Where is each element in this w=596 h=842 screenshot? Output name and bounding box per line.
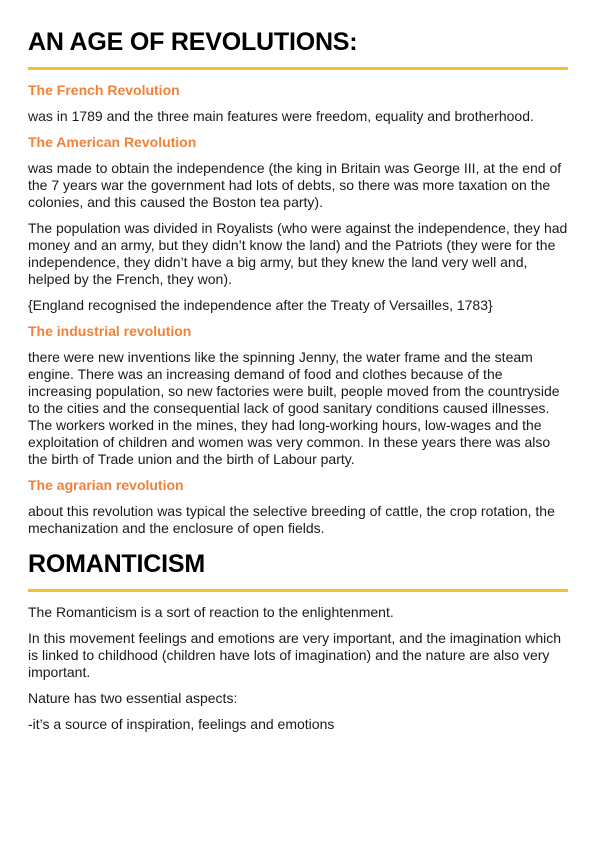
heading-american-revolution: The American Revolution [28, 134, 197, 150]
heading-french-revolution: The French Revolution [28, 82, 180, 98]
paragraph-american-2: The population was divided in Royalists (who were against the independence, they had money and an army, but they didn’t know the land) and the Patriots (they were for the independence, they didn’t have a big army, but they knew the land very well and, helped by the French, they won). [28, 220, 568, 287]
paragraph-american-1: was made to obtain the independence (the king in Britain was George III, at the end of the 7 years war the government had lots of debts, so there was more taxation on the colonies, and this caused the Boston tea party). [28, 160, 562, 210]
paragraph-industrial: there were new inventions like the spinning Jenny, the water frame and the steam engine. There was an increasing demand of food and clothes because of the increasing population, so new factories were built, people moved from the countryside to the cities and the consequential lack of good sanitary conditions caused illnesses. The workers worked in the mines, they had long-working hours, low-wages and the exploitation of children and women was very common. In these years there was also the birth of Trade union and the birth of Labour party. [28, 349, 560, 467]
paragraph-romanticism-1: The Romanticism is a sort of reaction to the enlightenment. [28, 604, 394, 620]
heading-industrial-revolution: The industrial revolution [28, 323, 192, 339]
section-title-revolutions: AN AGE OF REVOLUTIONS: [28, 28, 358, 56]
paragraph-romanticism-2: In this movement feelings and emotions are very important, and the imagination which is linked to childhood (children have lots of imagination) and the nature are also very important. [28, 630, 562, 680]
section-title-romanticism: ROMANTICISM [28, 550, 205, 578]
heading-agrarian-revolution: The agrarian revolution [28, 477, 184, 493]
paragraph-american-3: {England recognised the independence after the Treaty of Versailles, 1783} [28, 297, 493, 313]
section-divider [28, 589, 568, 592]
paragraph-romanticism-4: -it’s a source of inspiration, feelings and emotions [28, 716, 335, 732]
section-divider [28, 67, 568, 70]
paragraph-french-revolution: was in 1789 and the three main features were freedom, equality and brotherhood. [28, 108, 534, 124]
paragraph-agrarian: about this revolution was typical the selective breeding of cattle, the crop rotation, the mechanization and the enclosure of open fields. [28, 503, 555, 536]
paragraph-romanticism-3: Nature has two essential aspects: [28, 690, 238, 706]
